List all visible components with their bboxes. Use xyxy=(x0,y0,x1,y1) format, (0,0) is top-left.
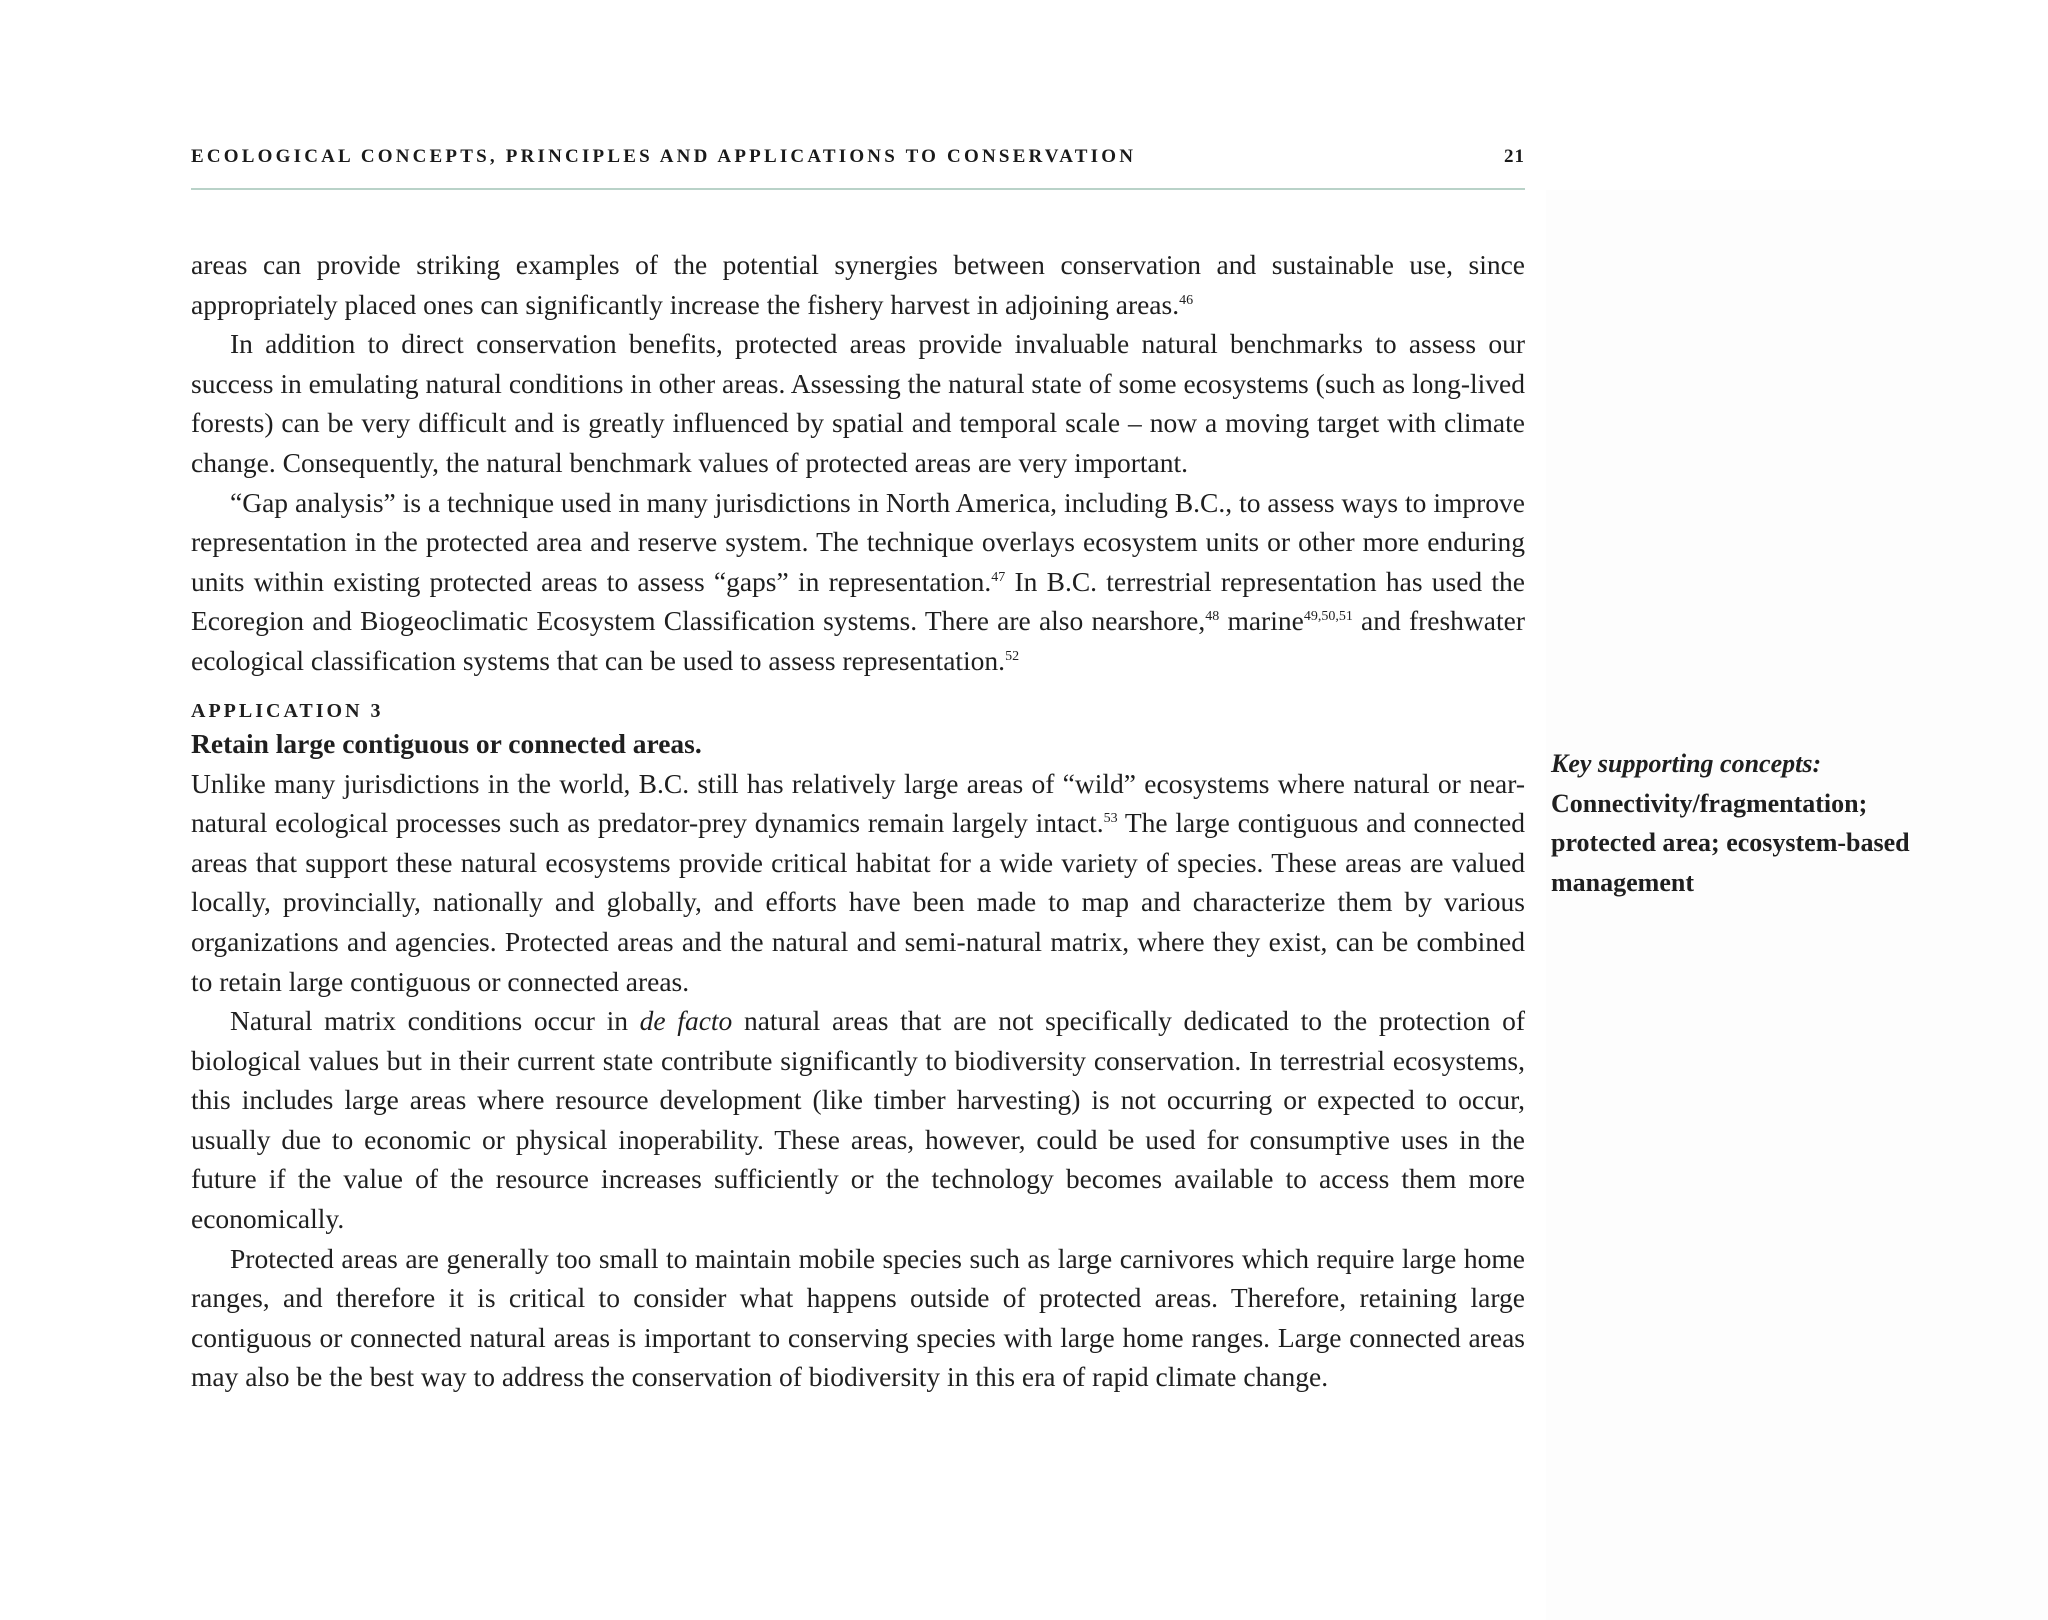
page-number: 21 xyxy=(1504,146,1525,167)
header-divider xyxy=(191,188,1525,190)
section-label: APPLICATION 3 xyxy=(191,699,384,722)
footnote-ref: 48 xyxy=(1205,609,1220,625)
paragraph-1: areas can provide striking examples of the potential synergies between conservation and sustainable use, since appropriately placed ones can significantly increase the fishery harvest in adjoining areas.$^{46}$ xyxy=(191,249,1525,320)
key-concepts-list: Connectivity/fragmentation; protected area; ecosystem-based management xyxy=(1551,788,1910,897)
footnote-ref: 53 xyxy=(1103,811,1118,827)
footnote-ref: 46 xyxy=(1179,292,1194,308)
paragraph-2: In addition to direct conservation benefits, protected areas provide invaluable natural benchmarks to assess our success in emulating natural conditions in other areas. Assessing the natural state of some ecosystems (such as long-lived forests) can be very difficult and is greatly influenced by spatial and temporal scale – now a moving target with climate change. Consequently, the natural benchmark values of protected areas are very important. xyxy=(191,328,1525,478)
footnote-ref: 49,50,51 xyxy=(1303,609,1353,625)
margin-column-background xyxy=(1546,190,2048,1620)
paragraph-4: Unlike many jurisdictions in the world, B.C. still has relatively large areas of “wild” ecosystems where natural or near-natural ecological processes such as predator-prey dynamics remain largely intact.$^{53}$ The large contiguous and connected areas that support these natural ecosystems provide critical habitat for a wide variety of species. These areas are valued locally, provincially, nationally and globally, and efforts have been made to map and characterize them by various organizations and agencies. Protected areas and the natural and semi-natural matrix, where they exist, can be combined to retain large contiguous or connected areas. xyxy=(191,767,1526,997)
paragraph-6: Protected areas are generally too small to maintain mobile species such as large carnivores which require large home ranges, and therefore it is critical to consider what happens outside of protected areas. Therefore, retaining large contiguous or connected natural areas is important to conserving species with large home ranges. Large connected areas may also be the best way to address the conservation of biodiversity in this era of rapid climate change. xyxy=(191,1242,1525,1393)
main-body-text xyxy=(191,245,1525,1397)
section-title: Retain large contiguous or connected areas. xyxy=(191,727,702,759)
footnote-ref: 52 xyxy=(1005,648,1020,664)
paragraph-3: “Gap analysis” is a technique used in many jurisdictions in North America, including B.C., to assess ways to improve representation in the protected area and reserve system. The technique overlays ecosystem units or other more enduring units within existing protected areas to assess “gaps” in representation.$^{47}$ In B.C. terrestrial representation has used the Ecoregion and Biogeoclimatic Ecosystem Classification systems. There are also nearshore,$^{48}$ marine$^{49,50,51}$ and freshwater ecological classification systems that can be used to assess representation.$^{52}$ xyxy=(191,486,1526,676)
running-header xyxy=(191,146,1525,168)
running-title: ECOLOGICAL CONCEPTS, PRINCIPLES AND APPLICATIONS TO CONSERVATION xyxy=(191,146,1137,167)
key-concepts-heading: Key supporting concepts: xyxy=(1551,749,1822,778)
footnote-ref: 47 xyxy=(991,569,1006,585)
key-concepts-sidebar xyxy=(1551,744,1951,902)
paragraph-5: Natural matrix conditions occur in de facto natural areas that are not specifically dedicated to the protection of biological values but in their current state contribute significantly to biodiversity conservation. In terrestrial ecosystems, this includes large areas where resource development (like timber harvesting) is not occurring or expected to occur, usually due to economic or physical inoperability. These areas, however, could be used for consumptive uses in the future if the value of the resource increases sufficiently or the technology becomes available to access them more economically. xyxy=(191,1005,1525,1235)
emphasis-term: de facto xyxy=(639,1005,733,1037)
